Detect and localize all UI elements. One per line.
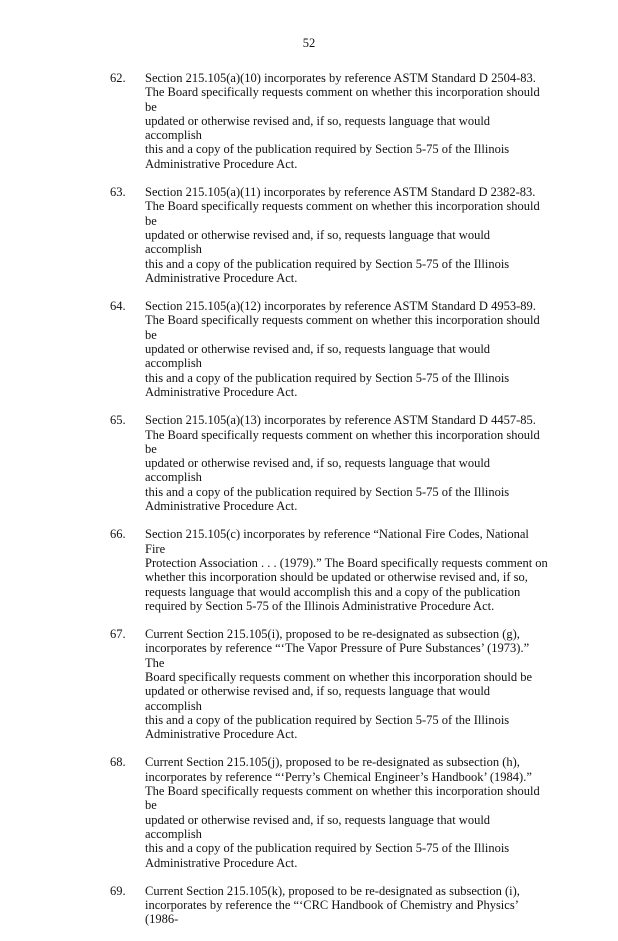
item-text: Section 215.105(a)(10) incorporates by reference ASTM Standard D 2504-83. The Board specifically requests comment on whether this incorporation should be updated or otherwise revised and, if so, requests language that would accomplish this and a copy of the publication required by Section 5-75 of the Illinois Administrative Procedure Act. (145, 71, 540, 171)
item-text: Section 215.105(a)(11) incorporates by reference ASTM Standard D 2382-83. The Board specifically requests comment on whether this incorporation should be updated or otherwise revised and, if so, requests language that would accomplish this and a copy of the publication required by Section 5-75 of the Illinois Administrative Procedure Act. (145, 185, 540, 285)
item-number: 68. (110, 755, 126, 770)
item-text: Section 215.105(a)(12) incorporates by reference ASTM Standard D 4953-89. The Board specifically requests comment on whether this incorporation should be updated or otherwise revised and, if so, requests language that would accomplish this and a copy of the publication required by Section 5-75 of the Illinois Administrative Procedure Act. (145, 299, 540, 399)
list-item (110, 413, 550, 513)
list-item (110, 884, 550, 927)
item-number: 65. (110, 413, 126, 428)
item-text: Current Section 215.105(k), proposed to be re-designated as subsection (i), incorporates by reference the “‘CRC Handbook of Chemistry and Physics’ (1986- (145, 883, 520, 927)
list-item (110, 527, 550, 613)
item-number: 67. (110, 627, 126, 642)
item-text: Current Section 215.105(j), proposed to be re-designated as subsection (h), incorporates by reference “‘Perry’s Chemical Engineer’s Handbook’ (1984).” The Board specifically requests comment on whether this incorporation should be updated or otherwise revised and, if so, requests language that would accomplish this and a copy of the publication required by Section 5-75 of the Illinois Administrative Procedure Act. (145, 755, 540, 870)
item-number: 64. (110, 299, 126, 314)
item-number: 66. (110, 527, 126, 542)
list-item (110, 185, 550, 285)
list-item (110, 755, 550, 869)
item-number: 69. (110, 883, 126, 898)
item-number: 63. (110, 185, 126, 200)
item-text: Section 215.105(c) incorporates by reference “National Fire Codes, National Fire Protection Association . . . (1979).” The Board specifically requests comment on whether this incorporation should be updated or otherwise revised and, if so, requests language that would accomplish this and a copy of the publication required by Section 5-75 of the Illinois Administrative Procedure Act. (145, 527, 548, 613)
page-number: 52 (302, 36, 316, 50)
list-item (110, 299, 550, 399)
item-text: Current Section 215.105(i), proposed to be re-designated as subsection (g), incorporates by reference “‘The Vapor Pressure of Pure Substances’ (1973).” The Board specifically requests comment on whether this incorporation should be updated or otherwise revised and, if so, requests language that would accomplish this and a copy of the publication required by Section 5-75 of the Illinois Administrative Procedure Act. (145, 627, 533, 742)
numbered-item-list (110, 71, 550, 941)
list-item (110, 627, 550, 741)
item-text: Section 215.105(a)(13) incorporates by reference ASTM Standard D 4457-85. The Board specifically requests comment on whether this incorporation should be updated or otherwise revised and, if so, requests language that would accomplish this and a copy of the publication required by Section 5-75 of the Illinois Administrative Procedure Act. (145, 413, 540, 514)
list-item (110, 71, 550, 171)
item-number: 62. (110, 71, 126, 85)
